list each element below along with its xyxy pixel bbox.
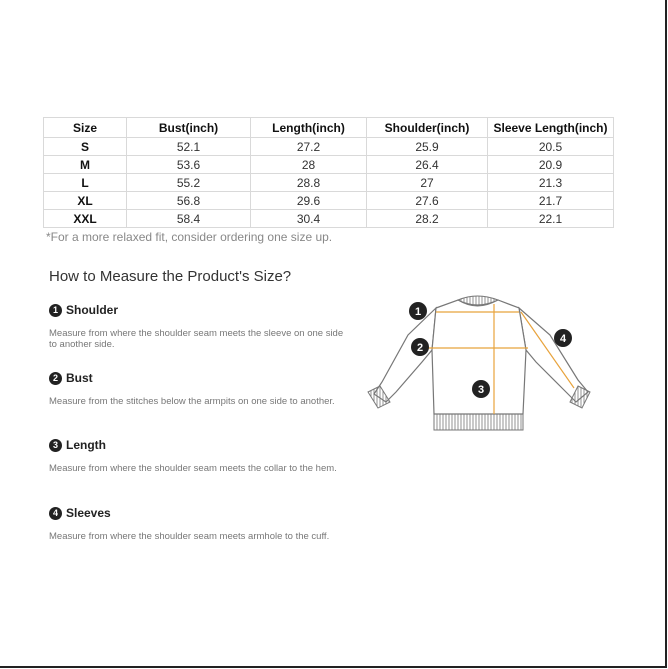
- cell-sleeve: 21.3: [488, 174, 614, 192]
- cell-sleeve: 20.9: [488, 156, 614, 174]
- measure-section-length: [49, 438, 349, 474]
- how-to-measure-title: How to Measure the Product's Size?: [49, 268, 292, 285]
- cell-shoulder: 26.4: [367, 156, 488, 174]
- cell-size: XXL: [44, 210, 127, 228]
- sweater-measurement-diagram: [364, 290, 604, 440]
- header-bust: Bust(inch): [127, 118, 251, 138]
- header-size: Size: [44, 118, 127, 138]
- measure-section-sleeves: [49, 506, 349, 542]
- cell-shoulder: 27: [367, 174, 488, 192]
- marker-3-icon: [472, 380, 490, 398]
- sweater-hem: [434, 414, 523, 430]
- section-description: Measure from where the shoulder seam meets the sleeve on one side to another side.: [49, 328, 344, 350]
- fit-note: *For a more relaxed fit, consider ordering one size up.: [46, 230, 333, 244]
- svg-text:2: 2: [416, 342, 424, 354]
- section-title: Sleeves: [66, 506, 111, 520]
- section-description: Measure from where the shoulder seam meets the collar to the hem.: [49, 463, 337, 474]
- size-chart-table: [43, 117, 614, 228]
- header-sleeve-length: Sleeve Length(inch): [488, 118, 614, 138]
- cell-bust: 55.2: [127, 174, 251, 192]
- cell-bust: 56.8: [127, 192, 251, 210]
- cell-size: XL: [44, 192, 127, 210]
- svg-text:3: 3: [477, 384, 485, 396]
- svg-text:4: 4: [559, 333, 567, 345]
- cell-bust: 58.4: [127, 210, 251, 228]
- section-title: Length: [66, 438, 106, 452]
- measure-section-bust: [49, 371, 349, 407]
- cell-length: 29.6: [251, 192, 367, 210]
- table-row: [44, 174, 614, 192]
- cell-bust: 53.6: [127, 156, 251, 174]
- section-title: Shoulder: [66, 303, 119, 317]
- cell-length: 28: [251, 156, 367, 174]
- marker-2-icon: [411, 338, 429, 356]
- cell-length: 28.8: [251, 174, 367, 192]
- section-description: Measure from the stitches below the armpits on one side to another.: [49, 396, 335, 407]
- section-title: Bust: [66, 371, 93, 385]
- number-badge-icon: 1: [49, 304, 62, 317]
- cell-length: 27.2: [251, 138, 367, 156]
- marker-1-icon: [409, 302, 427, 320]
- cell-size: L: [44, 174, 127, 192]
- svg-text:1: 1: [414, 306, 422, 318]
- cell-shoulder: 28.2: [367, 210, 488, 228]
- header-shoulder: Shoulder(inch): [367, 118, 488, 138]
- cell-length: 30.4: [251, 210, 367, 228]
- table-row: [44, 192, 614, 210]
- cell-sleeve: 22.1: [488, 210, 614, 228]
- cell-size: S: [44, 138, 127, 156]
- table-row: [44, 156, 614, 174]
- header-length: Length(inch): [251, 118, 367, 138]
- cell-shoulder: 27.6: [367, 192, 488, 210]
- cell-sleeve: 21.7: [488, 192, 614, 210]
- section-description: Measure from where the shoulder seam meets armhole to the cuff.: [49, 531, 330, 542]
- cell-size: M: [44, 156, 127, 174]
- marker-4-icon: [554, 329, 572, 347]
- number-badge-icon: 3: [49, 439, 62, 452]
- cell-sleeve: 20.5: [488, 138, 614, 156]
- cell-bust: 52.1: [127, 138, 251, 156]
- number-badge-icon: 4: [49, 507, 62, 520]
- table-row: [44, 210, 614, 228]
- number-badge-icon: 2: [49, 372, 62, 385]
- measure-section-shoulder: [49, 303, 349, 350]
- table-row: [44, 138, 614, 156]
- table-header-row: [44, 118, 614, 138]
- left-sleeve: [374, 308, 436, 402]
- cell-shoulder: 25.9: [367, 138, 488, 156]
